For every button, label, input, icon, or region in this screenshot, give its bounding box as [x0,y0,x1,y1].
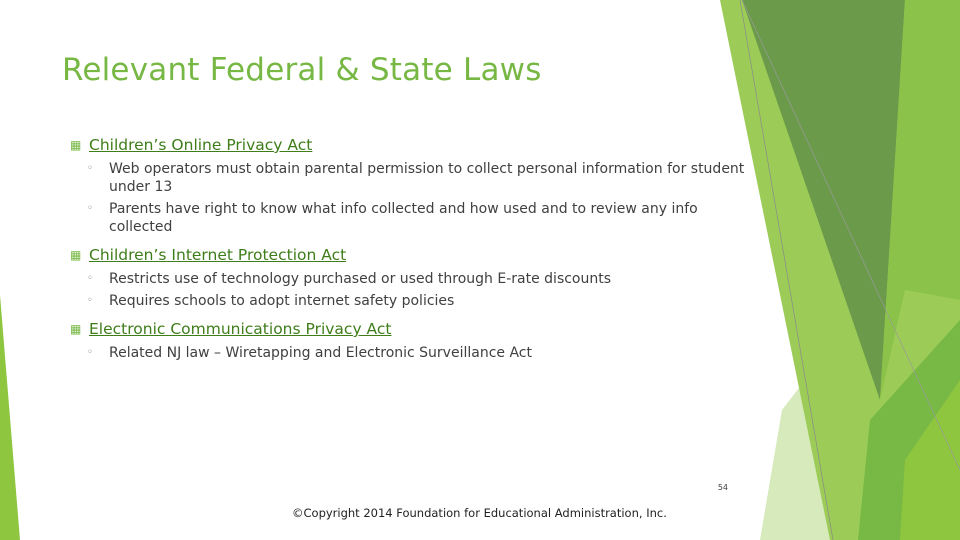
section-heading-ecpa [70,316,750,342]
heading-link-ecpa[interactable]: Electronic Communications Privacy Act [89,320,392,338]
list-item [70,270,750,288]
list-item [70,200,750,236]
list-item [70,344,750,362]
bullet-dot-icon: ◦ [87,347,93,358]
cipa-bullets [70,270,750,310]
bullet-dot-icon: ◦ [87,295,93,306]
list-item-text: Web operators must obtain parental permission to collect personal information for student under 13 [109,161,745,195]
square-bullet-icon: ▦ [70,322,82,336]
bullet-dot-icon: ◦ [87,273,93,284]
coppa-bullets [70,160,750,236]
left-accent-shape [0,295,20,540]
heading-link-cipa[interactable]: Children’s Internet Protection Act [89,246,347,264]
list-item [70,160,750,196]
list-item [70,292,750,310]
slide-content [70,130,750,368]
page-number: 54 [717,483,728,492]
section-heading-cipa [70,242,750,268]
square-bullet-icon: ▦ [70,138,82,152]
list-item-text: Requires schools to adopt internet safety policies [109,293,455,309]
heading-link-coppa[interactable]: Children’s Online Privacy Act [89,136,313,154]
bullet-dot-icon: ◦ [87,163,93,174]
list-item-text: Restricts use of technology purchased or used through E-rate discounts [109,271,612,287]
square-bullet-icon: ▦ [70,248,82,262]
list-item-text: Parents have right to know what info collected and how used and to review any info collected [109,201,698,235]
list-item-text: Related NJ law – Wiretapping and Electronic Surveillance Act [109,345,532,361]
bullet-dot-icon: ◦ [87,203,93,214]
ecpa-bullets [70,344,750,362]
section-heading-coppa [70,132,750,158]
slide-title: Relevant Federal & State Laws [62,52,542,88]
copyright-footer: ©Copyright 2014 Foundation for Educational Administration, Inc. [292,506,667,520]
